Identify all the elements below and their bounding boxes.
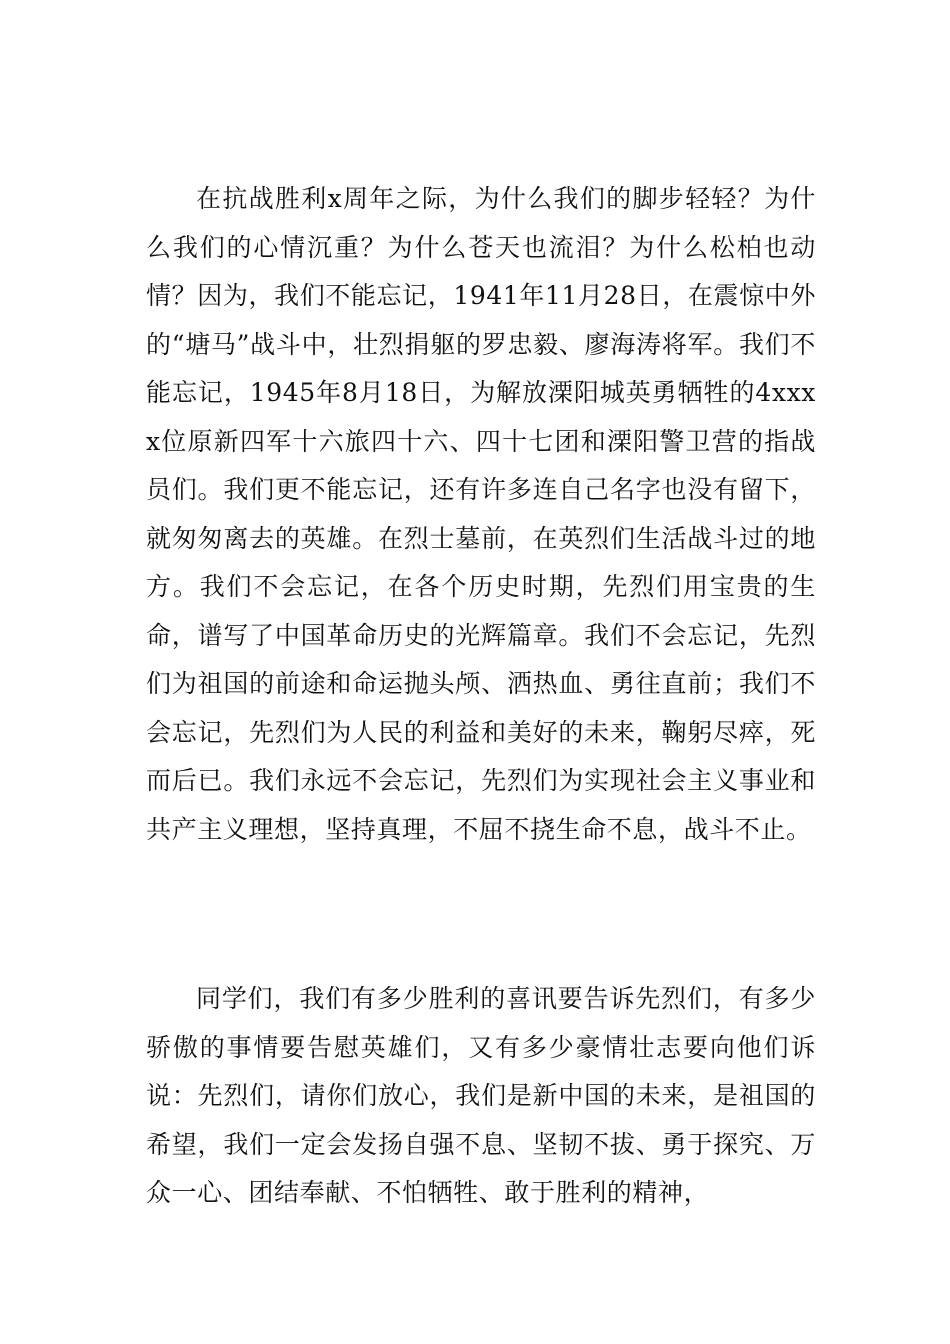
paragraph-2: 同学们，我们有多少胜利的喜讯要告诉先烈们，有多少骄傲的事情要告慰英雄们，又有多少豪情壮志要向他们诉说：先烈们，请你们放心，我们是新中国的未来，是祖国的希望，我们一定会发扬自强不息、坚韧不拔、勇于探究、万众一心、团结奉献、不怕牺牲、敢于胜利的精神， xyxy=(146,984,816,1207)
paragraph-1: 在抗战胜利x周年之际，为什么我们的脚步轻轻？为什么我们的心情沉重？为什么苍天也流泪？为什么松柏也动情？因为，我们不能忘记，1941年11月28日，在震惊中外的“塘马”战斗中，壮烈捐躯的罗忠毅、廖海涛将军。我们不能忘记，1945年8月18日，为解放溧阳城英勇牺牲的4xxxx位原新四军十六旅四十六、四十七团和溧阳警卫营的指战员们。我们更不能忘记，还有许多连自己名字也没有留下，就匆匆离去的英雄。在烈士墓前，在英烈们生活战斗过的地方。我们不会忘记，在各个历史时期，先烈们用宝贵的生命，谱写了中国革命历史的光辉篇章。我们不会忘记，先烈们为祖国的前途和命运抛头颅、洒热血、勇往直前；我们不会忘记，先烈们为人民的利益和美好的未来，鞠躬尽瘁，死而后已。我们永远不会忘记，先烈们为实现社会主义事业和共产主义理想，坚持真理，不屈不挠生命不息，战斗不止。 xyxy=(146,184,816,844)
